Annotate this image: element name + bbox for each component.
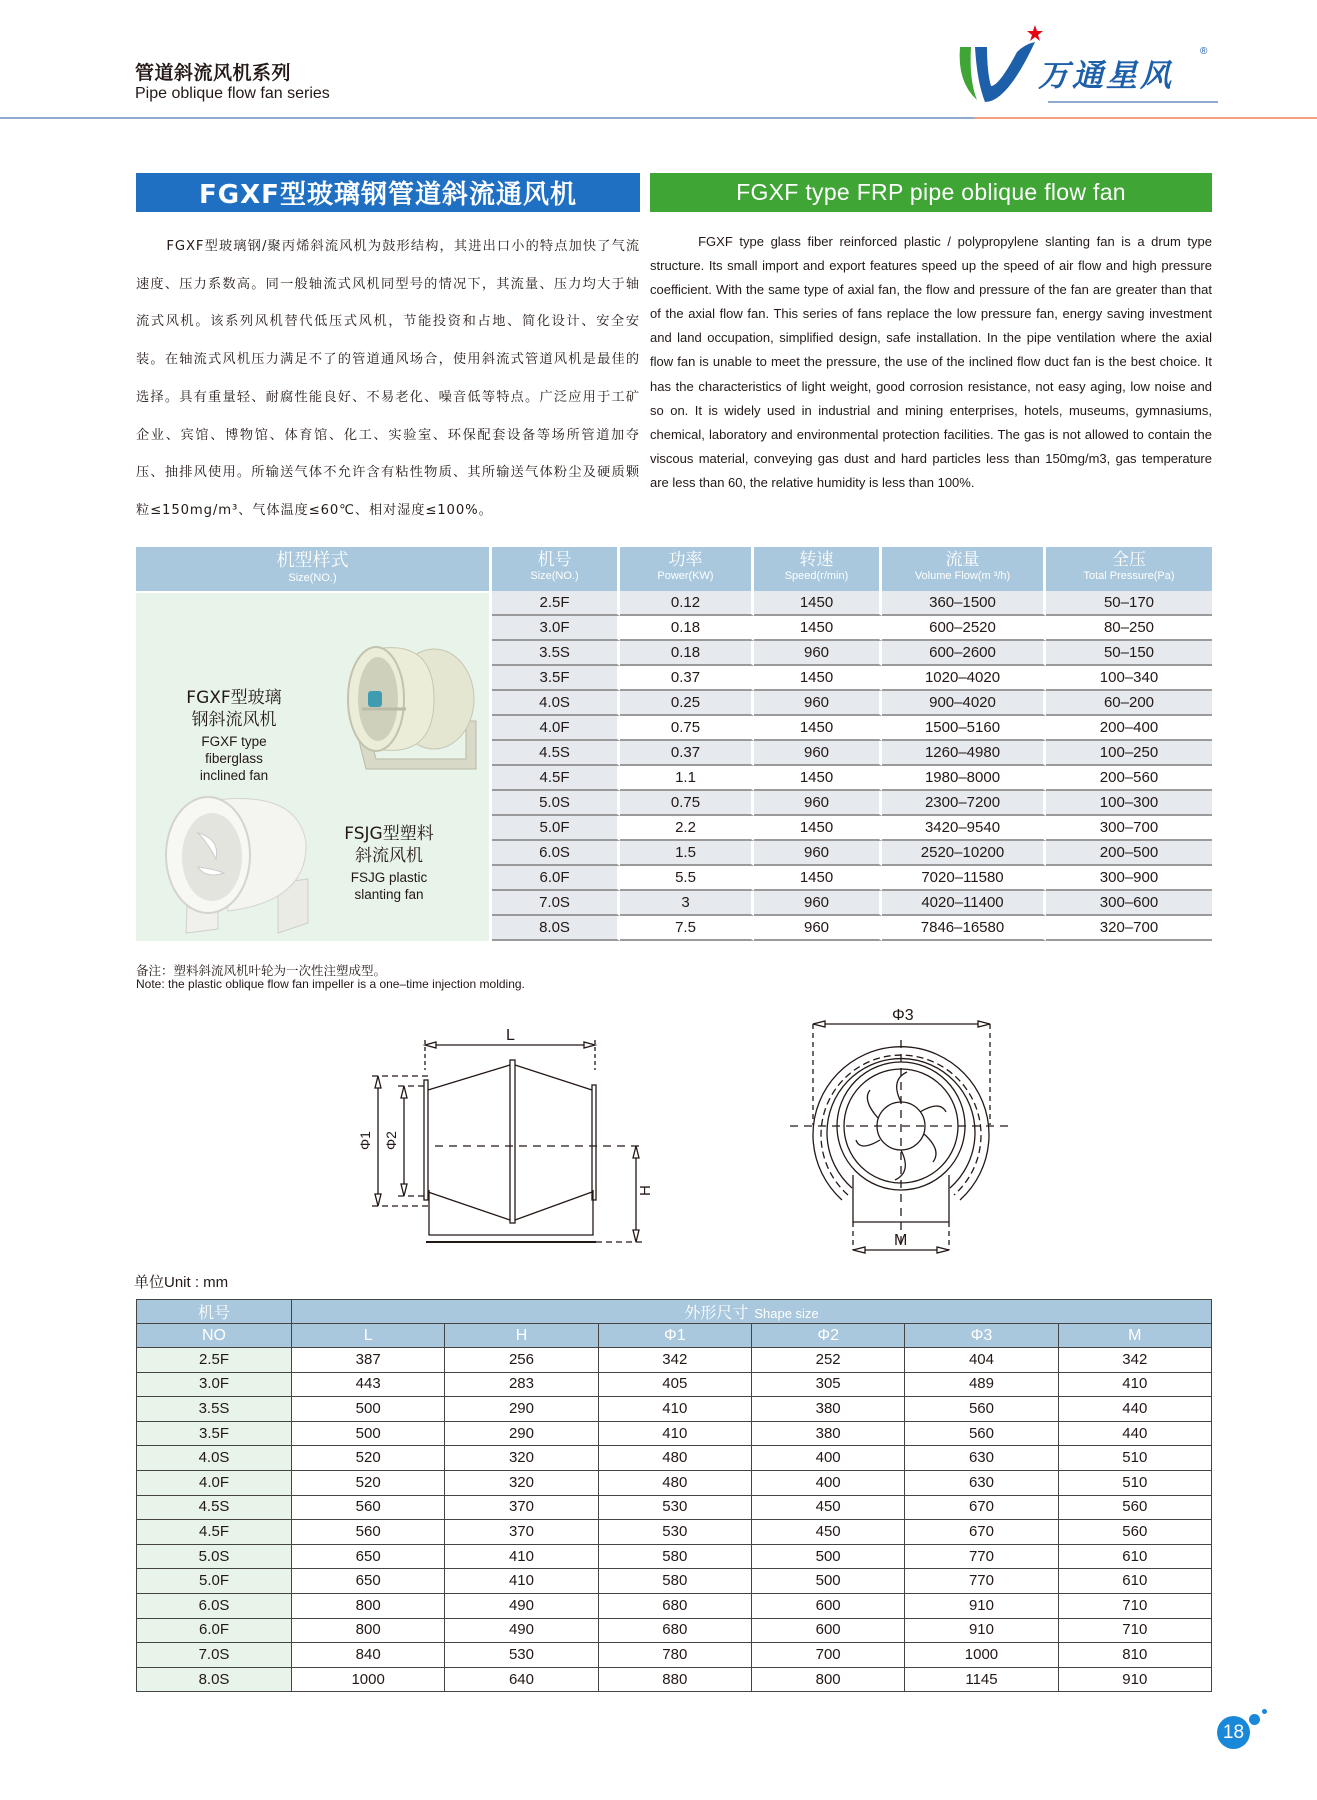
perf-col-header-en: Volume Flow(m ³/h) xyxy=(914,570,1011,582)
perf-table-row xyxy=(492,716,1212,741)
perf-cell: 300–600 xyxy=(1046,891,1212,916)
dim-label-m: M xyxy=(894,1232,908,1249)
perf-cell: 3 xyxy=(620,891,754,916)
series-title-en: Pipe oblique flow fan series xyxy=(135,85,330,102)
dims-cell: 8.0S xyxy=(137,1667,292,1692)
dims-table-row xyxy=(137,1421,1212,1446)
side-view-drawing xyxy=(340,1010,670,1250)
dims-cell: 510 xyxy=(1058,1446,1211,1471)
dims-cell: 580 xyxy=(598,1569,751,1594)
dims-cell: 450 xyxy=(751,1495,904,1520)
perf-cell: 7.0S xyxy=(492,891,620,916)
dims-header-shape-cn: 外形尺寸 xyxy=(684,1303,749,1322)
dims-col-header: Φ2 xyxy=(751,1324,904,1348)
perf-cell: 5.5 xyxy=(620,866,754,891)
perf-cell: 1980–8000 xyxy=(882,766,1046,791)
dims-cell: 530 xyxy=(598,1495,751,1520)
logo-blue-v xyxy=(975,42,1035,102)
fgxf-label-en-3: inclined fan xyxy=(199,768,269,783)
dims-cell: 3.5S xyxy=(137,1397,292,1422)
dims-cell: 400 xyxy=(751,1470,904,1495)
note-en: Note: the plastic oblique flow fan impeller is a one–time injection molding. xyxy=(136,977,525,991)
perf-cell: 1020–4020 xyxy=(882,666,1046,691)
dims-cell: 650 xyxy=(292,1544,445,1569)
perf-cell: 300–900 xyxy=(1046,866,1212,891)
description-en: FGXF type glass fiber reinforced plastic / polypropylene slanting fan is a drum type structure. Its small import and export features speed up the speed of air flow and high pressure coefficient. With the same type of axial fan, the flow and pressure of the fan are greater than that of the axial flow fan. This series of fans replace the low pressure fan, energy saving investment and land occupation, simplified design, safe installation. In the pipe ventilation where the axial flow fan is unable to meet the pressure, the use of the inclined flow duct fan is the best choice. It has the characteristics of light weight, good corrosion resistance, not easy aging, low noise and so on. It is widely used in industrial and mining enterprises, hotels, museums, gymnasiums, chemical, laboratory and environmental protection facilities. The gas is not allowed to contain the viscous material, conveying gas dust and hard particles less than 150mg/m3, gas temperature are less than 60, the relative humidity is less than 100%. xyxy=(650,234,1212,490)
model-style-header-cn: 机型样式 xyxy=(276,550,349,571)
perf-cell: 320–700 xyxy=(1046,916,1212,941)
title-banner-en xyxy=(650,173,1212,212)
logo-star-icon xyxy=(1027,25,1043,41)
perf-cell: 50–170 xyxy=(1046,591,1212,616)
fgxf-label-en-2: fiberglass xyxy=(205,751,263,766)
dims-cell: 404 xyxy=(905,1348,1058,1373)
fgxf-fan-photo-icon xyxy=(336,641,484,771)
dims-cell: 700 xyxy=(751,1643,904,1668)
dims-cell: 600 xyxy=(751,1593,904,1618)
dims-cell: 6.0S xyxy=(137,1593,292,1618)
perf-cell: 0.75 xyxy=(620,791,754,816)
perf-table-row xyxy=(492,891,1212,916)
dims-table-row xyxy=(137,1348,1212,1373)
dims-cell: 710 xyxy=(1058,1593,1211,1618)
perf-cell: 0.12 xyxy=(620,591,754,616)
dims-cell: 405 xyxy=(598,1372,751,1397)
perf-cell: 200–500 xyxy=(1046,841,1212,866)
dims-header-no-cn xyxy=(137,1300,292,1324)
perf-cell: 100–300 xyxy=(1046,791,1212,816)
fgxf-label-cn-1: FGXF型玻璃 xyxy=(186,688,282,708)
logo-underline xyxy=(1048,101,1218,103)
dim-label-h: H xyxy=(637,1185,654,1196)
dims-cell: 520 xyxy=(292,1470,445,1495)
dims-cell: 500 xyxy=(751,1569,904,1594)
dims-col-header: M xyxy=(1058,1324,1211,1348)
dims-table-row xyxy=(137,1618,1212,1643)
perf-cell: 100–340 xyxy=(1046,666,1212,691)
perf-cell: 960 xyxy=(754,641,882,666)
perf-table-row xyxy=(492,816,1212,841)
perf-cell: 1450 xyxy=(754,666,882,691)
perf-cell: 960 xyxy=(754,916,882,941)
dimensions-table xyxy=(136,1299,1212,1692)
dims-cell: 4.0S xyxy=(137,1446,292,1471)
dims-cell: 450 xyxy=(751,1520,904,1545)
dims-cell: 640 xyxy=(445,1667,598,1692)
dims-cell: 560 xyxy=(1058,1520,1211,1545)
fgxf-label-cn-2: 钢斜流风机 xyxy=(191,710,277,730)
dims-cell: 610 xyxy=(1058,1544,1211,1569)
dims-cell: 580 xyxy=(598,1544,751,1569)
fsjg-label-cn-1: FSJG型塑料 xyxy=(344,824,434,844)
perf-cell: 960 xyxy=(754,891,882,916)
dims-cell: 710 xyxy=(1058,1618,1211,1643)
dims-cell: 5.0F xyxy=(137,1569,292,1594)
perf-table-row xyxy=(492,791,1212,816)
perf-cell: 200–560 xyxy=(1046,766,1212,791)
perf-cell: 50–150 xyxy=(1046,641,1212,666)
perf-col-header-cn: 机号 xyxy=(537,550,572,570)
perf-cell: 960 xyxy=(754,691,882,716)
perf-table-row xyxy=(492,616,1212,641)
dims-col-header: NO xyxy=(137,1324,292,1348)
dims-cell: 560 xyxy=(292,1495,445,1520)
perf-cell: 7.5 xyxy=(620,916,754,941)
dims-cell: 5.0S xyxy=(137,1544,292,1569)
dims-table-row xyxy=(137,1446,1212,1471)
dims-cell: 440 xyxy=(1058,1421,1211,1446)
dims-cell: 610 xyxy=(1058,1569,1211,1594)
dims-cell: 600 xyxy=(751,1618,904,1643)
dims-cell: 3.0F xyxy=(137,1372,292,1397)
dims-cell: 480 xyxy=(598,1446,751,1471)
dims-cell: 910 xyxy=(905,1593,1058,1618)
perf-cell: 3.0F xyxy=(492,616,620,641)
model-style-header xyxy=(136,547,489,591)
page-number: 18 xyxy=(1217,1716,1250,1749)
fsjg-fan-photo-icon xyxy=(158,783,323,935)
registered-mark: ® xyxy=(1200,46,1208,57)
perf-cell: 5.0S xyxy=(492,791,620,816)
dims-cell: 490 xyxy=(445,1618,598,1643)
dims-cell: 480 xyxy=(598,1470,751,1495)
dims-cell: 290 xyxy=(445,1421,598,1446)
dims-cell: 1145 xyxy=(905,1667,1058,1692)
dims-table-row xyxy=(137,1569,1212,1594)
perf-col-header-en: Total Pressure(Pa) xyxy=(1083,570,1175,582)
dims-cell: 6.0F xyxy=(137,1618,292,1643)
dims-cell: 1000 xyxy=(292,1667,445,1692)
dims-cell: 780 xyxy=(598,1643,751,1668)
perf-cell: 1260–4980 xyxy=(882,741,1046,766)
perf-cell: 4.0F xyxy=(492,716,620,741)
perf-cell: 0.37 xyxy=(620,741,754,766)
perf-table-row xyxy=(492,841,1212,866)
dims-cell: 342 xyxy=(1058,1348,1211,1373)
perf-table-row xyxy=(492,766,1212,791)
dims-col-header: Φ1 xyxy=(598,1324,751,1348)
dims-cell: 880 xyxy=(598,1667,751,1692)
dims-cell: 380 xyxy=(751,1397,904,1422)
dims-table-row xyxy=(137,1470,1212,1495)
dims-cell: 410 xyxy=(598,1421,751,1446)
perf-cell: 300–700 xyxy=(1046,816,1212,841)
dims-cell: 4.0F xyxy=(137,1470,292,1495)
dims-cell: 2.5F xyxy=(137,1348,292,1373)
performance-grid xyxy=(492,547,1212,941)
perf-cell: 1450 xyxy=(754,816,882,841)
dims-table-row xyxy=(137,1495,1212,1520)
dims-cell: 560 xyxy=(292,1520,445,1545)
perf-table-row xyxy=(492,591,1212,616)
perf-col-header-cn: 流量 xyxy=(945,550,980,570)
dims-cell: 305 xyxy=(751,1372,904,1397)
dim-label-phi1: Φ1 xyxy=(357,1131,373,1150)
perf-cell: 2520–10200 xyxy=(882,841,1046,866)
dims-cell: 7.0S xyxy=(137,1643,292,1668)
dims-cell: 560 xyxy=(905,1397,1058,1422)
model-style-header-en: Size(NO.) xyxy=(288,572,337,584)
fsjg-fan-label xyxy=(314,823,464,901)
dims-cell: 500 xyxy=(751,1544,904,1569)
dims-cell: 670 xyxy=(905,1520,1058,1545)
perf-col-header-cn: 全压 xyxy=(1112,550,1146,570)
perf-cell: 100–250 xyxy=(1046,741,1212,766)
perf-cell: 0.25 xyxy=(620,691,754,716)
perf-cell: 600–2600 xyxy=(882,641,1046,666)
dims-cell: 342 xyxy=(598,1348,751,1373)
dims-cell: 410 xyxy=(445,1569,598,1594)
dims-cell: 500 xyxy=(292,1397,445,1422)
note-cn: 备注：塑料斜流风机叶轮为一次性注塑成型。 xyxy=(136,963,387,978)
perf-cell: 3.5F xyxy=(492,666,620,691)
model-style-column xyxy=(136,547,489,941)
dims-header-row-1 xyxy=(137,1300,1212,1324)
dims-col-header: H xyxy=(445,1324,598,1348)
dims-cell: 670 xyxy=(905,1495,1058,1520)
front-view-drawing xyxy=(780,1000,1020,1260)
title-banner-en-text: FGXF type FRP pipe oblique flow fan xyxy=(736,179,1126,205)
dims-cell: 1000 xyxy=(905,1643,1058,1668)
dims-cell: 256 xyxy=(445,1348,598,1373)
dims-cell: 520 xyxy=(292,1446,445,1471)
dims-cell: 770 xyxy=(905,1569,1058,1594)
dims-cell: 320 xyxy=(445,1446,598,1471)
perf-cell: 4.0S xyxy=(492,691,620,716)
dims-header-no-cn-text: 机号 xyxy=(197,1303,230,1322)
perf-cell: 3.5S xyxy=(492,641,620,666)
dims-cell: 410 xyxy=(445,1544,598,1569)
title-banner-cn xyxy=(136,173,640,212)
perf-cell: 7020–11580 xyxy=(882,866,1046,891)
perf-table-row xyxy=(492,691,1212,716)
dims-cell: 252 xyxy=(751,1348,904,1373)
perf-col-header xyxy=(492,547,620,591)
perf-cell: 5.0F xyxy=(492,816,620,841)
perf-cell: 1.5 xyxy=(620,841,754,866)
dims-table-row xyxy=(137,1593,1212,1618)
perf-cell: 6.0F xyxy=(492,866,620,891)
dims-header-shape xyxy=(292,1300,1212,1324)
dims-col-header: L xyxy=(292,1324,445,1348)
dim-label-phi3: Φ3 xyxy=(892,1007,914,1024)
dims-cell: 489 xyxy=(905,1372,1058,1397)
dims-cell: 630 xyxy=(905,1446,1058,1471)
description-cn: FGXF型玻璃钢/聚丙烯斜流风机为鼓形结构，其进出口小的特点加快了气流速度、压力系数高。同一般轴流式风机同型号的情况下，其流量、压力均大于轴流式风机。该系列风机替代低压式风机，节能投资和占地、简化设计、安全安装。在轴流式风机压力满足不了的管道通风场合，使用斜流式管道风机是最佳的选择。具有重量轻、耐腐性能良好、不易老化、噪音低等特点。广泛应用于工矿企业、宾馆、博物馆、体育馆、化工、实验室、环保配套设备等场所管道加夺压、抽排风使用。所输送气体不允许含有粘性物质、其所输送气体粉尘及硬质颗粒≤150mg/m³、气体温度≤60℃、相对湿度≤100%。 xyxy=(136,239,640,518)
dims-cell: 530 xyxy=(598,1520,751,1545)
perf-cell: 1.1 xyxy=(620,766,754,791)
dims-cell: 770 xyxy=(905,1544,1058,1569)
dims-cell: 370 xyxy=(445,1495,598,1520)
perf-table-row xyxy=(492,866,1212,891)
perf-cell: 4020–11400 xyxy=(882,891,1046,916)
perf-col-header-en: Power(KW) xyxy=(657,570,714,582)
dims-cell: 410 xyxy=(598,1397,751,1422)
page-dot-decoration-small xyxy=(1262,1709,1267,1714)
perf-cell: 360–1500 xyxy=(882,591,1046,616)
perf-cell: 3420–9540 xyxy=(882,816,1046,841)
perf-cell: 1450 xyxy=(754,716,882,741)
perf-cell: 600–2520 xyxy=(882,616,1046,641)
dims-cell: 650 xyxy=(292,1569,445,1594)
dims-table-row xyxy=(137,1397,1212,1422)
dims-cell: 400 xyxy=(751,1446,904,1471)
perf-cell: 1450 xyxy=(754,766,882,791)
perf-cell: 0.18 xyxy=(620,641,754,666)
dims-cell: 4.5S xyxy=(137,1495,292,1520)
page-dot-decoration xyxy=(1249,1714,1260,1725)
fsjg-label-en-2: slanting fan xyxy=(354,887,424,902)
perf-col-header xyxy=(1046,547,1212,591)
dims-cell: 560 xyxy=(905,1421,1058,1446)
dims-header-shape-en: Shape size xyxy=(754,1306,819,1321)
perf-table-row xyxy=(492,641,1212,666)
dims-cell: 290 xyxy=(445,1397,598,1422)
dims-cell: 800 xyxy=(751,1667,904,1692)
brand-name: 万通星风 xyxy=(1038,58,1174,94)
dims-cell: 490 xyxy=(445,1593,598,1618)
dims-cell: 800 xyxy=(292,1593,445,1618)
fsjg-label-cn-2: 斜流风机 xyxy=(355,846,423,866)
dims-col-header: Φ3 xyxy=(905,1324,1058,1348)
unit-label: 单位Unit : mm xyxy=(134,1274,229,1291)
perf-cell: 0.18 xyxy=(620,616,754,641)
perf-cell: 4.5S xyxy=(492,741,620,766)
dims-header-row-2 xyxy=(137,1324,1212,1348)
perf-cell: 960 xyxy=(754,791,882,816)
fgxf-label-en-1: FGXF type xyxy=(201,734,267,749)
perf-table-row xyxy=(492,916,1212,941)
dims-cell: 910 xyxy=(1058,1667,1211,1692)
dims-cell: 380 xyxy=(751,1421,904,1446)
perf-col-header-en: Speed(r/min) xyxy=(784,570,849,582)
dims-cell: 500 xyxy=(292,1421,445,1446)
dims-cell: 410 xyxy=(1058,1372,1211,1397)
dims-cell: 680 xyxy=(598,1618,751,1643)
dims-table-row xyxy=(137,1667,1212,1692)
title-banner-cn-text: FGXF型玻璃钢管道斜流通风机 xyxy=(199,180,577,210)
dims-cell: 440 xyxy=(1058,1397,1211,1422)
perf-cell: 900–4020 xyxy=(882,691,1046,716)
perf-cell: 4.5F xyxy=(492,766,620,791)
dims-cell: 810 xyxy=(1058,1643,1211,1668)
performance-header-row xyxy=(492,547,1212,591)
perf-cell: 8.0S xyxy=(492,916,620,941)
perf-cell: 2.5F xyxy=(492,591,620,616)
perf-cell: 7846–16580 xyxy=(882,916,1046,941)
perf-cell: 1450 xyxy=(754,866,882,891)
dims-cell: 800 xyxy=(292,1618,445,1643)
perf-cell: 60–200 xyxy=(1046,691,1212,716)
perf-col-header xyxy=(882,547,1046,591)
perf-col-header xyxy=(620,547,754,591)
dims-cell: 283 xyxy=(445,1372,598,1397)
perf-table-row xyxy=(492,666,1212,691)
perf-cell: 960 xyxy=(754,741,882,766)
series-title-cn: 管道斜流风机系列 xyxy=(135,62,292,84)
logo-green-stroke xyxy=(960,47,977,100)
dims-cell: 630 xyxy=(905,1470,1058,1495)
dims-cell: 320 xyxy=(445,1470,598,1495)
dims-table-row xyxy=(137,1643,1212,1668)
perf-col-header-cn: 功率 xyxy=(668,550,703,570)
perf-cell: 960 xyxy=(754,841,882,866)
perf-col-header xyxy=(754,547,882,591)
dims-cell: 387 xyxy=(292,1348,445,1373)
dims-cell: 443 xyxy=(292,1372,445,1397)
dims-table-row xyxy=(137,1372,1212,1397)
perf-table-row xyxy=(492,741,1212,766)
dims-cell: 510 xyxy=(1058,1470,1211,1495)
dim-label-phi2: Φ2 xyxy=(383,1131,399,1150)
dims-cell: 4.5F xyxy=(137,1520,292,1545)
dims-table-row xyxy=(137,1520,1212,1545)
dim-label-l: L xyxy=(506,1027,515,1044)
dims-cell: 3.5F xyxy=(137,1421,292,1446)
perf-cell: 6.0S xyxy=(492,841,620,866)
perf-cell: 0.75 xyxy=(620,716,754,741)
perf-cell: 1450 xyxy=(754,616,882,641)
perf-cell: 1500–5160 xyxy=(882,716,1046,741)
perf-cell: 80–250 xyxy=(1046,616,1212,641)
model-style-panel xyxy=(136,593,489,941)
perf-cell: 2300–7200 xyxy=(882,791,1046,816)
fsjg-label-en-1: FSJG plastic xyxy=(350,870,428,885)
perf-cell: 2.2 xyxy=(620,816,754,841)
dims-table-row xyxy=(137,1544,1212,1569)
dims-cell: 910 xyxy=(905,1618,1058,1643)
perf-cell: 200–400 xyxy=(1046,716,1212,741)
perf-cell: 1450 xyxy=(754,591,882,616)
dims-cell: 370 xyxy=(445,1520,598,1545)
dims-cell: 560 xyxy=(1058,1495,1211,1520)
header-divider xyxy=(0,117,1317,119)
dims-cell: 840 xyxy=(292,1643,445,1668)
dims-cell: 530 xyxy=(445,1643,598,1668)
dims-cell: 680 xyxy=(598,1593,751,1618)
perf-cell: 0.37 xyxy=(620,666,754,691)
perf-col-header-cn: 转速 xyxy=(799,550,834,570)
fgxf-fan-label xyxy=(154,687,314,782)
perf-col-header-en: Size(NO.) xyxy=(530,570,579,582)
